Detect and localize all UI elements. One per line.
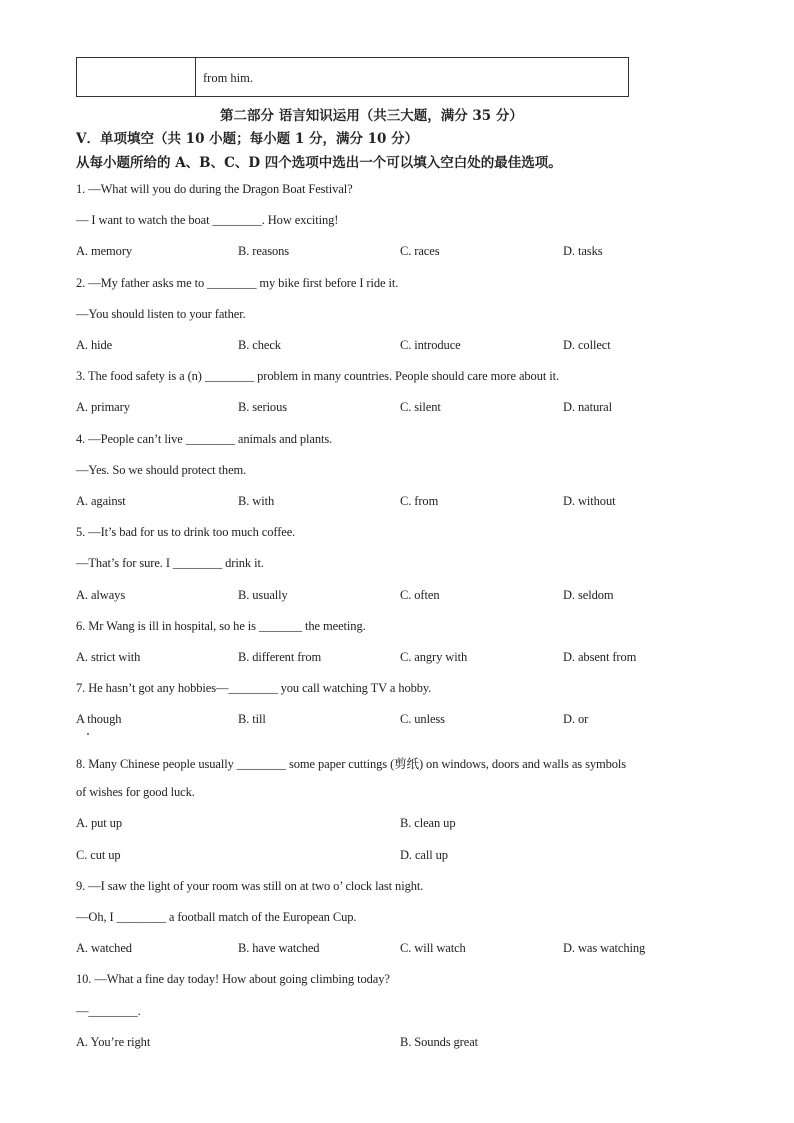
q5-option-c[interactable]: C. often: [400, 588, 440, 602]
q10-stem: 10. —What a fine day today! How about going climbing today?: [76, 972, 390, 986]
q9-option-d[interactable]: D. was watching: [563, 941, 646, 955]
q4-stem: 4. —People can’t live ________ animals and plants.: [76, 432, 333, 446]
q3-option-a[interactable]: A. primary: [76, 400, 130, 414]
q7-option-b[interactable]: B. till: [238, 712, 266, 726]
q6-option-b[interactable]: B. different from: [238, 650, 322, 664]
q9-stem: 9. —I saw the light of your room was still on at two o’ clock last night.: [76, 879, 424, 893]
q8-stem: 8. Many Chinese people usually ________ some paper cuttings (剪纸) on windows, doors and walls as symbols: [76, 757, 627, 771]
continuation-table: [76, 57, 629, 97]
q4-option-d[interactable]: D. without: [563, 494, 616, 508]
q9-line2: —Oh, I ________ a football match of the European Cup.: [76, 910, 357, 924]
q10-option-b[interactable]: B. Sounds great: [400, 1035, 479, 1049]
q8-option-c[interactable]: C. cut up: [76, 848, 121, 862]
stray-dot: [87, 733, 89, 735]
table-divider: [195, 58, 196, 96]
q2-stem: 2. —My father asks me to ________ my bike first before I ride it.: [76, 276, 399, 290]
q5-option-b[interactable]: B. usually: [238, 588, 288, 602]
q5-line2: —That’s for sure. I ________ drink it.: [76, 556, 264, 570]
q7-option-a[interactable]: A though: [76, 712, 122, 726]
q1-option-a[interactable]: A. memory: [76, 244, 133, 258]
q3-stem: 3. The food safety is a (n) ________ problem in many countries. People should care more about it.: [76, 369, 560, 383]
q2-option-a[interactable]: A. hide: [76, 338, 113, 352]
q5-stem: 5. —It’s bad for us to drink too much coffee.: [76, 525, 296, 539]
q6-option-a[interactable]: A. strict with: [76, 650, 141, 664]
q7-option-d[interactable]: D. or: [563, 712, 589, 726]
table-cell-text: from him.: [203, 71, 253, 85]
q1-option-b[interactable]: B. reasons: [238, 244, 290, 258]
q9-option-c[interactable]: C. will watch: [400, 941, 466, 955]
q2-option-d[interactable]: D. collect: [563, 338, 611, 352]
q6-option-c[interactable]: C. angry with: [400, 650, 468, 664]
q8-line2: of wishes for good luck.: [76, 785, 195, 799]
q7-stem: 7. He hasn’t got any hobbies—________ you call watching TV a hobby.: [76, 681, 432, 695]
q4-option-c[interactable]: C. from: [400, 494, 439, 508]
section-title: V．单项填空（共 10 小题；每小题 1 分，满分 10 分）: [76, 131, 419, 147]
q1-option-d[interactable]: D. tasks: [563, 244, 603, 258]
q3-option-c[interactable]: C. silent: [400, 400, 441, 414]
q6-stem: 6. Mr Wang is ill in hospital, so he is _______ the meeting.: [76, 619, 366, 633]
q5-option-a[interactable]: A. always: [76, 588, 126, 602]
q4-line2: —Yes. So we should protect them.: [76, 463, 247, 477]
q8-option-d[interactable]: D. call up: [400, 848, 448, 862]
q1-line2: — I want to watch the boat ________. How exciting!: [76, 213, 339, 227]
q10-option-a[interactable]: A. You’re right: [76, 1035, 151, 1049]
q1-stem: 1. —What will you do during the Dragon Boat Festival?: [76, 182, 353, 196]
q4-option-a[interactable]: A. against: [76, 494, 126, 508]
q1-option-c[interactable]: C. races: [400, 244, 440, 258]
q9-option-a[interactable]: A. watched: [76, 941, 132, 955]
q3-option-d[interactable]: D. natural: [563, 400, 612, 414]
q8-option-b[interactable]: B. clean up: [400, 816, 456, 830]
instruction: 从每小题所给的 A、B、C、D 四个选项中选出一个可以填入空白处的最佳选项。: [76, 155, 562, 171]
q9-option-b[interactable]: B. have watched: [238, 941, 320, 955]
q10-line2: —________.: [76, 1004, 141, 1018]
q2-option-c[interactable]: C. introduce: [400, 338, 461, 352]
q3-option-b[interactable]: B. serious: [238, 400, 288, 414]
q2-line2: —You should listen to your father.: [76, 307, 246, 321]
q6-option-d[interactable]: D. absent from: [563, 650, 637, 664]
part-title: 第二部分 语言知识运用（共三大题，满分 35 分）: [220, 108, 523, 124]
q8-option-a[interactable]: A. put up: [76, 816, 122, 830]
q5-option-d[interactable]: D. seldom: [563, 588, 614, 602]
q4-option-b[interactable]: B. with: [238, 494, 275, 508]
q2-option-b[interactable]: B. check: [238, 338, 281, 352]
q7-option-c[interactable]: C. unless: [400, 712, 445, 726]
